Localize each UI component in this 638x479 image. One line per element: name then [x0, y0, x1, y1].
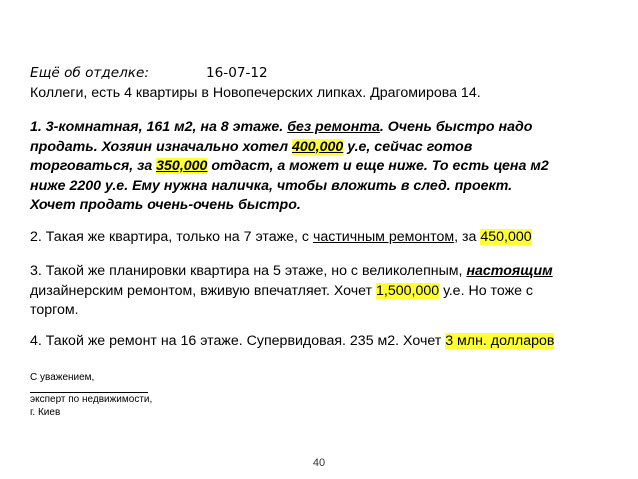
item3-line1: 3. Такой же планировки квартира на 5 этаже, но с великолепным, настоящим: [30, 263, 553, 279]
item3-line2: дизайнерским ремонтом, вживую впечатляет. Хочет 1,500,000 у.е. Но тоже с: [30, 282, 534, 299]
item1-line5: Хочет продать очень-очень быстро.: [30, 197, 301, 213]
item1-line4: ниже 2200 у.е. Ему нужна наличка, чтобы вложить в след. проект.: [30, 177, 513, 194]
header-line: [30, 64, 268, 84]
partial-renovation-text: частичным ремонтом: [312, 229, 455, 245]
item1-line2: продать. Хозяин изначально хотел 400,000 у.е, сейчас готов: [30, 138, 473, 155]
price-highlight-3mln: 3 млн. долларов: [445, 333, 555, 349]
item3-line3: торгом.: [30, 302, 79, 318]
no-renovation-text: без ремонта: [287, 119, 380, 135]
item1-line3: торговаться, за 350,000 отдаст, а может и еще ниже. То есть цена м2: [30, 158, 549, 174]
item2-line: 2. Такая же квартира, только на 7 этаже, с частичным ремонтом, за 450,000: [30, 229, 532, 245]
price-highlight-400000: 400,000: [292, 138, 344, 155]
signature-city: г. Киев: [30, 407, 61, 418]
signature-regards: С уважением,: [30, 372, 95, 383]
price-highlight-1500000: 1,500,000: [376, 282, 440, 299]
header-date: 16-07-12: [206, 65, 268, 81]
page-number: 40: [312, 457, 326, 469]
price-highlight-350000: 350,000: [156, 158, 208, 174]
intro-text: Коллеги, есть 4 квартиры в Новопечерских липках. Драгомирова 14.: [30, 85, 481, 101]
signature-role: эксперт по недвижимости,: [30, 394, 153, 405]
item1-line1: 1. 3-комнатная, 161 м2, на 8 этаже. без ремонта. Очень быстро надо: [30, 119, 533, 135]
real-text: настоящим: [466, 263, 553, 279]
price-highlight-450000: 450,000: [480, 229, 532, 245]
header-title: Ещё об отделке:: [30, 65, 149, 81]
item4-line: 4. Такой же ремонт на 16 этаже. Супервидовая. 235 м2. Хочет 3 млн. долларов: [30, 333, 555, 349]
